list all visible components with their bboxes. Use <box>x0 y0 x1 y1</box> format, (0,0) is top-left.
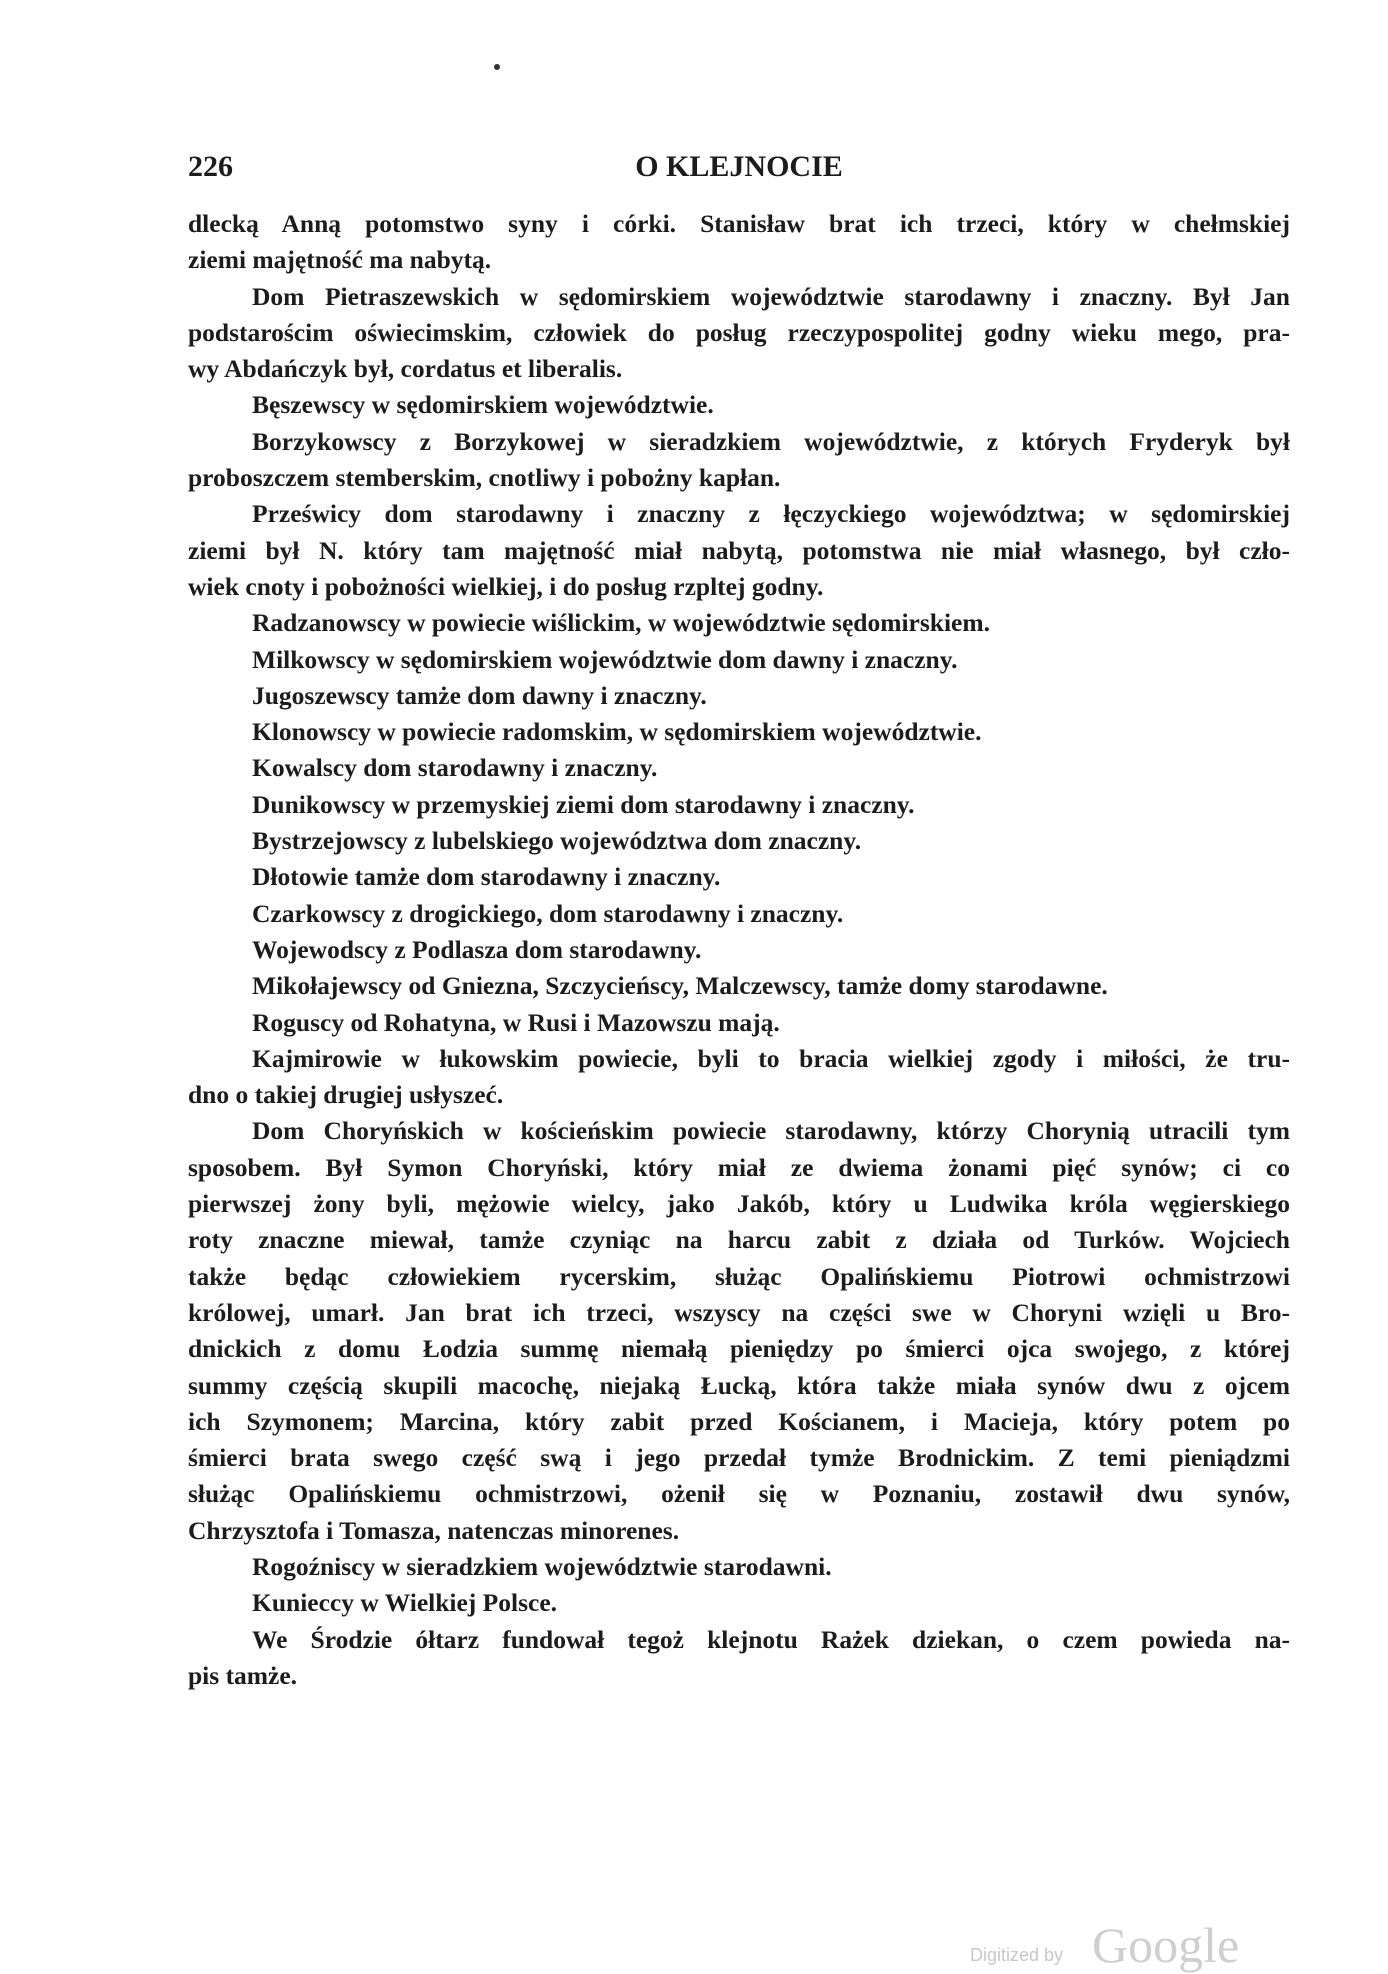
text-line: Jugoszewscy tamże dom dawny i znaczny. <box>252 680 707 710</box>
text-line: We Środzie ółtarz fundował tegoż klejnotu Rażek dziekan, o czem powieda na- <box>252 1624 1290 1654</box>
text-line: dno o takiej drugiej usłyszeć. <box>188 1080 504 1110</box>
text-line: śmierci brata swego część swą i jego przedał tymże Brodnickim. Z temi pieniądzmi <box>188 1443 1290 1473</box>
text-line: ich Szymonem; Marcina, który zabit przed Kościanem, i Macieja, który potem po <box>188 1406 1290 1436</box>
text-line: dnickich z domu Łodzia summę niemałą pieniędzy po śmierci ojca swojego, z której <box>188 1334 1290 1364</box>
text-line: Borzykowscy z Borzykowej w sieradzkiem województwie, z których Fryderyk był <box>252 426 1290 456</box>
text-line: Kunieccy w Wielkiej Polsce. <box>252 1588 558 1618</box>
text-line: także będąc człowiekiem rycerskim, służąc Opalińskiemu Piotrowi ochmistrzowi <box>188 1261 1290 1291</box>
text-line: summy częścią skupili macochę, niejaką Łucką, która także miała synów dwu z ojcem <box>188 1370 1290 1400</box>
text-line: wiek cnoty i pobożności wielkiej, i do posług rzpltej godny. <box>188 571 824 601</box>
ink-speck <box>494 64 500 70</box>
text-line: służąc Opalińskiemu ochmistrzowi, ożenił się w Poznaniu, zostawił dwu synów, <box>188 1479 1290 1509</box>
text-line: Mikołajewscy od Gniezna, Szczycieńscy, Malczewscy, tamże domy starodawne. <box>252 971 1108 1001</box>
text-line: Milkowscy w sędomirskiem województwie dom dawny i znaczny. <box>252 644 958 674</box>
body-text <box>188 206 1290 1694</box>
page-header <box>188 150 1290 190</box>
digitized-label: Digitized by <box>970 1945 1064 1965</box>
text-line: Dom Pietraszewskich w sędomirskiem województwie starodawny i znaczny. Był Jan <box>252 281 1290 311</box>
text-line: ziemi był N. który tam majętność miał nabytą, potomstwa nie miał własnego, był czło- <box>188 535 1290 565</box>
running-title: O KLEJNOCIE <box>635 150 843 183</box>
text-line: Kowalscy dom starodawny i znaczny. <box>252 753 658 783</box>
text-line: Bęszewscy w sędomirskiem województwie. <box>252 390 714 420</box>
text-line: Dom Choryńskich w kościeńskim powiecie starodawny, którzy Chorynią utracili tym <box>252 1116 1290 1146</box>
text-line: roty znaczne miewał, tamże czyniąc na harcu zabit z działa od Turków. Wojciech <box>188 1225 1290 1255</box>
text-line: Klonowscy w powiecie radomskim, w sędomirskiem województwie. <box>252 717 982 747</box>
text-line: Radzanowscy w powiecie wiślickim, w województwie sędomirskiem. <box>252 608 990 638</box>
text-line: podstarościm oświecimskim, człowiek do posług rzeczypospolitej godny wieku mego, pra- <box>188 317 1290 347</box>
text-line: Wojewodscy z Podlasza dom starodawny. <box>252 934 702 964</box>
text-line: Chrzysztofa i Tomasza, natenczas minorenes. <box>188 1515 680 1545</box>
text-line: ziemi majętność ma nabytą. <box>188 245 492 275</box>
text-line: sposobem. Był Symon Choryński, który miał ze dwiema żonami pięć synów; ci co <box>188 1152 1290 1182</box>
text-line: Dunikowscy w przemyskiej ziemi dom starodawny i znaczny. <box>252 789 915 819</box>
google-logo: Google <box>1092 1917 1240 1973</box>
text-line: proboszczem stemberskim, cnotliwy i pobożny kapłan. <box>188 463 781 493</box>
text-line: pis tamże. <box>188 1660 298 1690</box>
text-line: królowej, umarł. Jan brat ich trzeci, wszyscy na części swe w Choryni wzięli u Bro- <box>188 1297 1290 1327</box>
google-watermark <box>970 1914 1250 1974</box>
text-line: Dłotowie tamże dom starodawny i znaczny. <box>252 862 721 892</box>
text-line: Rogoźniscy w sieradzkiem województwie starodawni. <box>252 1551 832 1581</box>
text-line: Prześwicy dom starodawny i znaczny z łęczyckiego województwa; w sędomirskiej <box>252 499 1290 529</box>
text-line: Czarkowscy z drogickiego, dom starodawny i znaczny. <box>252 898 844 928</box>
text-line: Roguscy od Rohatyna, w Rusi i Mazowszu mają. <box>252 1007 780 1037</box>
text-line: pierwszej żony byli, mężowie wielcy, jako Jakób, który u Ludwika króla węgierskiego <box>188 1189 1290 1219</box>
text-line: Kajmirowie w łukowskim powiecie, byli to bracia wielkiej zgody i miłości, że tru- <box>252 1043 1290 1073</box>
text-line: Bystrzejowscy z lubelskiego województwa dom znaczny. <box>252 826 862 856</box>
page-number: 226 <box>188 150 233 183</box>
text-line: dlecką Anną potomstwo syny i córki. Stanisław brat ich trzeci, który w chełmskiej <box>188 209 1290 238</box>
text-line: wy Abdańczyk był, cordatus et liberalis. <box>188 354 623 384</box>
